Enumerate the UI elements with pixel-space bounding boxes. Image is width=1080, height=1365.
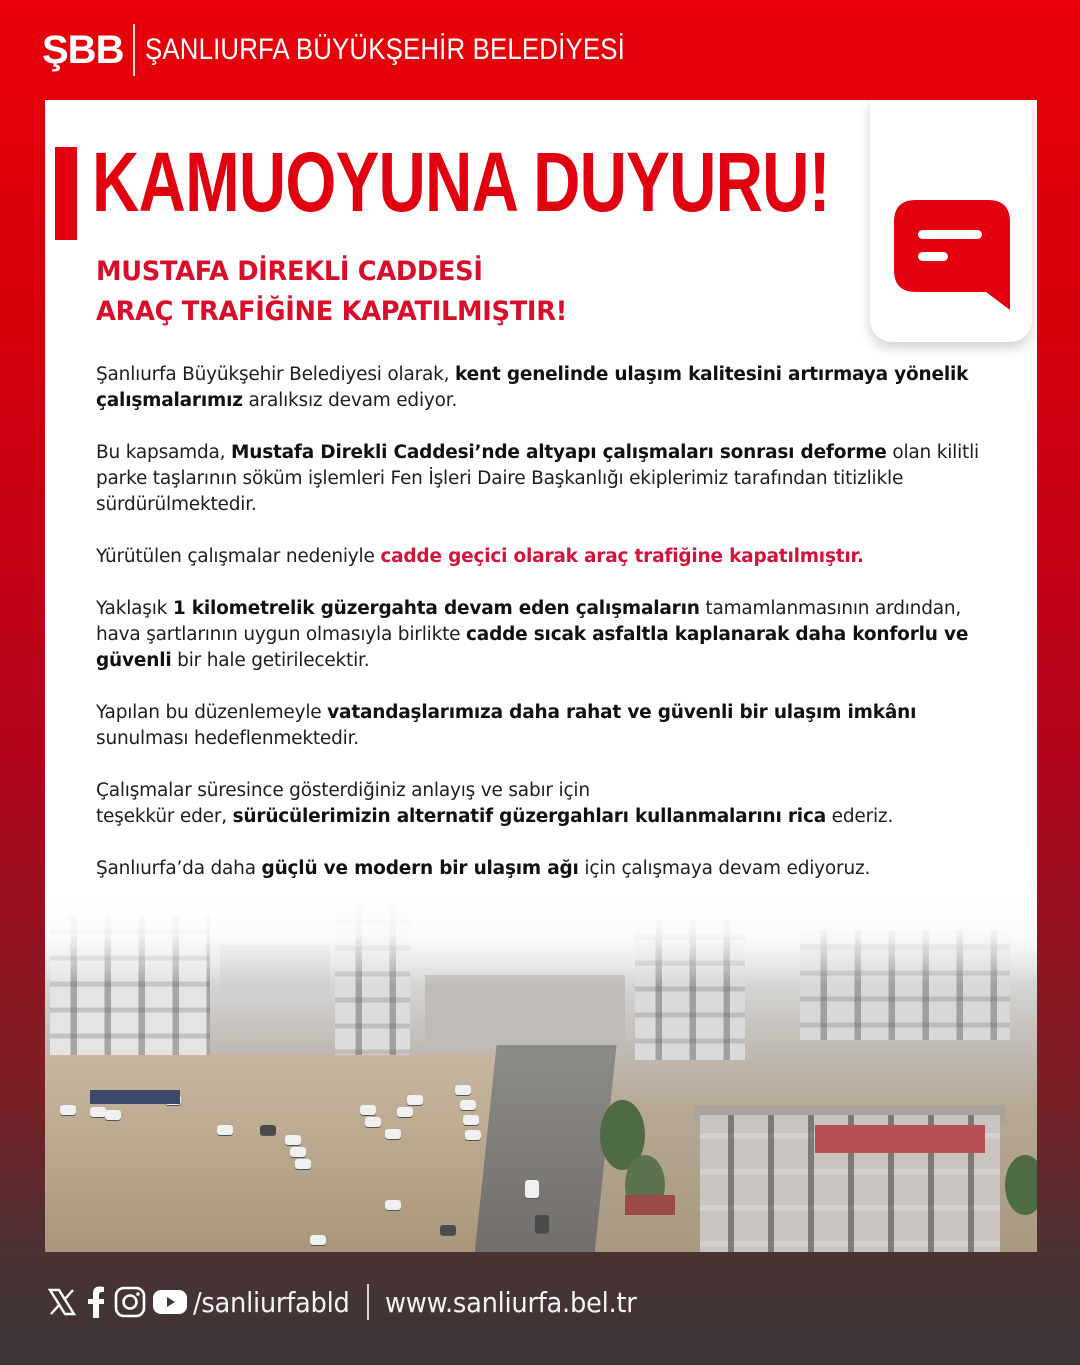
organization-name: ŞANLIURFA BÜYÜKŞEHİR BELEDİYESİ — [145, 33, 626, 66]
website-link[interactable]: www.sanliurfa.bel.tr — [385, 1285, 637, 1319]
announcement-title: KAMUOYUNA DUYURU! — [92, 135, 830, 229]
paragraph-5: Yapılan bu düzenlemeyle vatandaşlarımıza daha rahat ve güvenli bir ulaşım imkânı sunulması hedeflenmektedir. — [96, 702, 917, 749]
social-handle[interactable]: /sanliurfabld — [193, 1285, 350, 1319]
header-divider — [133, 24, 135, 76]
announcement-subtitle — [96, 252, 567, 332]
paragraph-1: Şanlıurfa Büyükşehir Belediyesi olarak, kent genelinde ulaşım kalitesini artırmaya yönelik çalışmalarımız aralıksız devam ediyor. — [96, 364, 969, 411]
paragraph-4: Yaklaşık 1 kilometrelik güzergahta devam eden çalışmaların tamamlanmasının ardından, hava şartlarının uygun olmasıyla birlikte cadde sıcak asfaltla kaplanarak daha konforlu ve güvenli bir hale getirilecektir. — [96, 598, 969, 671]
header-bar — [0, 0, 1080, 100]
footer-bar — [45, 1280, 659, 1324]
instagram-icon[interactable] — [113, 1285, 147, 1319]
chat-bubble-icon — [894, 200, 1010, 316]
facebook-icon[interactable] — [85, 1285, 107, 1319]
x-icon[interactable] — [45, 1285, 79, 1319]
youtube-icon[interactable] — [153, 1285, 187, 1319]
title-accent-bar — [55, 147, 77, 240]
paragraph-2: Bu kapsamda, Mustafa Direkli Caddesi’nde altyapı çalışmaları sonrası deforme olan kilitli parke taşlarının söküm işlemleri Fen İşleri Daire Başkanlığı ekiplerimiz tarafından titizlikle sürdürülmektedir. — [96, 442, 979, 515]
sbb-logo: ŞBB — [42, 28, 124, 72]
paragraph-7: Şanlıurfa’da daha güçlü ve modern bir ulaşım ağı için çalışmaya devam ediyoruz. — [96, 858, 871, 879]
subtitle-line-1: MUSTAFA DİREKLİ CADDESİ — [96, 256, 483, 287]
street-construction-photo — [45, 895, 1037, 1252]
footer-divider — [367, 1284, 369, 1320]
paragraph-3: Yürütülen çalışmalar nedeniyle cadde geçici olarak araç trafiğine kapatılmıştır. — [96, 546, 864, 567]
announcement-body — [96, 362, 996, 908]
chat-icon-tile — [870, 100, 1032, 342]
subtitle-line-2: ARAÇ TRAFİĞİNE KAPATILMIŞTIR! — [96, 296, 568, 327]
closure-highlight: cadde geçici olarak araç trafiğine kapatılmıştır. — [380, 546, 864, 567]
paragraph-6: Çalışmalar süresince gösterdiğiniz anlayış ve sabır için teşekkür eder, sürücülerimizin alternatif güzergahları kullanmalarını rica ederiz. — [96, 780, 894, 827]
